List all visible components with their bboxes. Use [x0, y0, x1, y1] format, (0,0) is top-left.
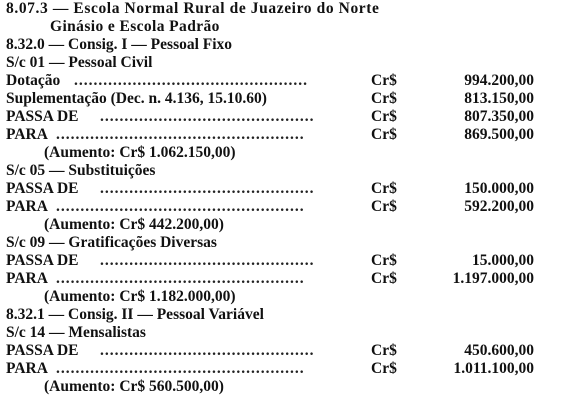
consignation-heading-text: 8.32.0 — Consig. I — Pessoal Fixo — [6, 36, 233, 53]
increase-note-text: (Aumento: Cr$ 560.500,00) — [44, 378, 224, 395]
amount-value: 592.200,00 — [464, 198, 534, 215]
increase-note-text: (Aumento: Cr$ 1.062.150,00) — [44, 144, 236, 161]
budget-line-label: PARA — [6, 360, 48, 377]
amount-value: 1.197.000,00 — [452, 270, 534, 287]
budget-line — [0, 342, 567, 360]
amount-value: 450.600,00 — [464, 342, 534, 359]
budget-line — [0, 360, 567, 378]
currency-label: Cr$ — [371, 108, 397, 125]
budget-line — [0, 252, 567, 270]
increase-note-text: (Aumento: Cr$ 442.200,00) — [44, 216, 224, 233]
heading-subtitle-text: Ginásio e Escola Padrão — [50, 18, 220, 35]
increase-note — [0, 378, 567, 396]
consignation-heading — [0, 36, 567, 54]
currency-label: Cr$ — [371, 126, 397, 143]
subconsignation-heading-text: S/c 01 — Pessoal Civil — [6, 54, 153, 71]
budget-line — [0, 270, 567, 288]
budget-line — [0, 126, 567, 144]
heading-subtitle — [0, 18, 567, 36]
dot-leader: ............................................ — [100, 342, 315, 359]
increase-note — [0, 216, 567, 234]
budget-line — [0, 180, 567, 198]
subconsignation-heading — [0, 54, 567, 72]
dot-leader: ................................................... — [56, 198, 305, 215]
subconsignation-heading-text: S/c 09 — Gratificações Diversas — [6, 234, 217, 251]
budget-line — [0, 108, 567, 126]
budget-line-label: PASSA DE — [6, 108, 79, 125]
budget-line-label: PASSA DE — [6, 180, 79, 197]
dot-leader: ................................................... — [56, 126, 305, 143]
currency-label: Cr$ — [371, 180, 397, 197]
dot-leader: ................................................... — [56, 270, 305, 287]
consignation-heading-text: 8.32.1 — Consig. II — Pessoal Variável — [6, 306, 264, 323]
budget-line — [0, 72, 567, 90]
subconsignation-heading — [0, 324, 567, 342]
currency-label: Cr$ — [371, 198, 397, 215]
currency-label: Cr$ — [371, 72, 397, 89]
dot-leader: ............................................ — [100, 252, 315, 269]
amount-value: 813.150,00 — [464, 90, 534, 107]
increase-note — [0, 288, 567, 306]
amount-value: 994.200,00 — [464, 72, 534, 89]
budget-line-label: Dotação — [6, 72, 61, 89]
increase-note-text: (Aumento: Cr$ 1.182.000,00) — [44, 288, 236, 305]
budget-line-label: PASSA DE — [6, 252, 79, 269]
heading-school — [0, 0, 567, 18]
budget-line-label: PARA — [6, 270, 48, 287]
heading-school-text: 8.07.3 — Escola Normal Rural de Juazeiro do Norte — [6, 0, 380, 17]
currency-label: Cr$ — [371, 270, 397, 287]
dot-leader: ................................................ — [74, 72, 308, 89]
budget-line-label: PASSA DE — [6, 342, 79, 359]
currency-label: Cr$ — [371, 90, 397, 107]
amount-value: 15.000,00 — [472, 252, 534, 269]
amount-value: 869.500,00 — [464, 126, 534, 143]
currency-label: Cr$ — [371, 342, 397, 359]
amount-value: 1.011.100,00 — [453, 360, 534, 377]
dot-leader: ............................................ — [100, 180, 315, 197]
budget-line-label: Suplementação (Dec. n. 4.136, 15.10.60) — [6, 90, 267, 107]
dot-leader: ................................................... — [56, 360, 305, 377]
currency-label: Cr$ — [371, 252, 397, 269]
budget-line-label: PARA — [6, 126, 48, 143]
subconsignation-heading — [0, 162, 567, 180]
currency-label: Cr$ — [371, 360, 397, 377]
budget-line — [0, 198, 567, 216]
amount-value: 150.000,00 — [464, 180, 534, 197]
amount-value: 807.350,00 — [464, 108, 534, 125]
subconsignation-heading-text: S/c 05 — Substituições — [6, 162, 156, 179]
budget-line — [0, 90, 567, 108]
budget-line-label: PARA — [6, 198, 48, 215]
dot-leader: ............................................ — [100, 108, 315, 125]
subconsignation-heading-text: S/c 14 — Mensalistas — [6, 324, 146, 341]
subconsignation-heading — [0, 234, 567, 252]
consignation-heading — [0, 306, 567, 324]
increase-note — [0, 144, 567, 162]
